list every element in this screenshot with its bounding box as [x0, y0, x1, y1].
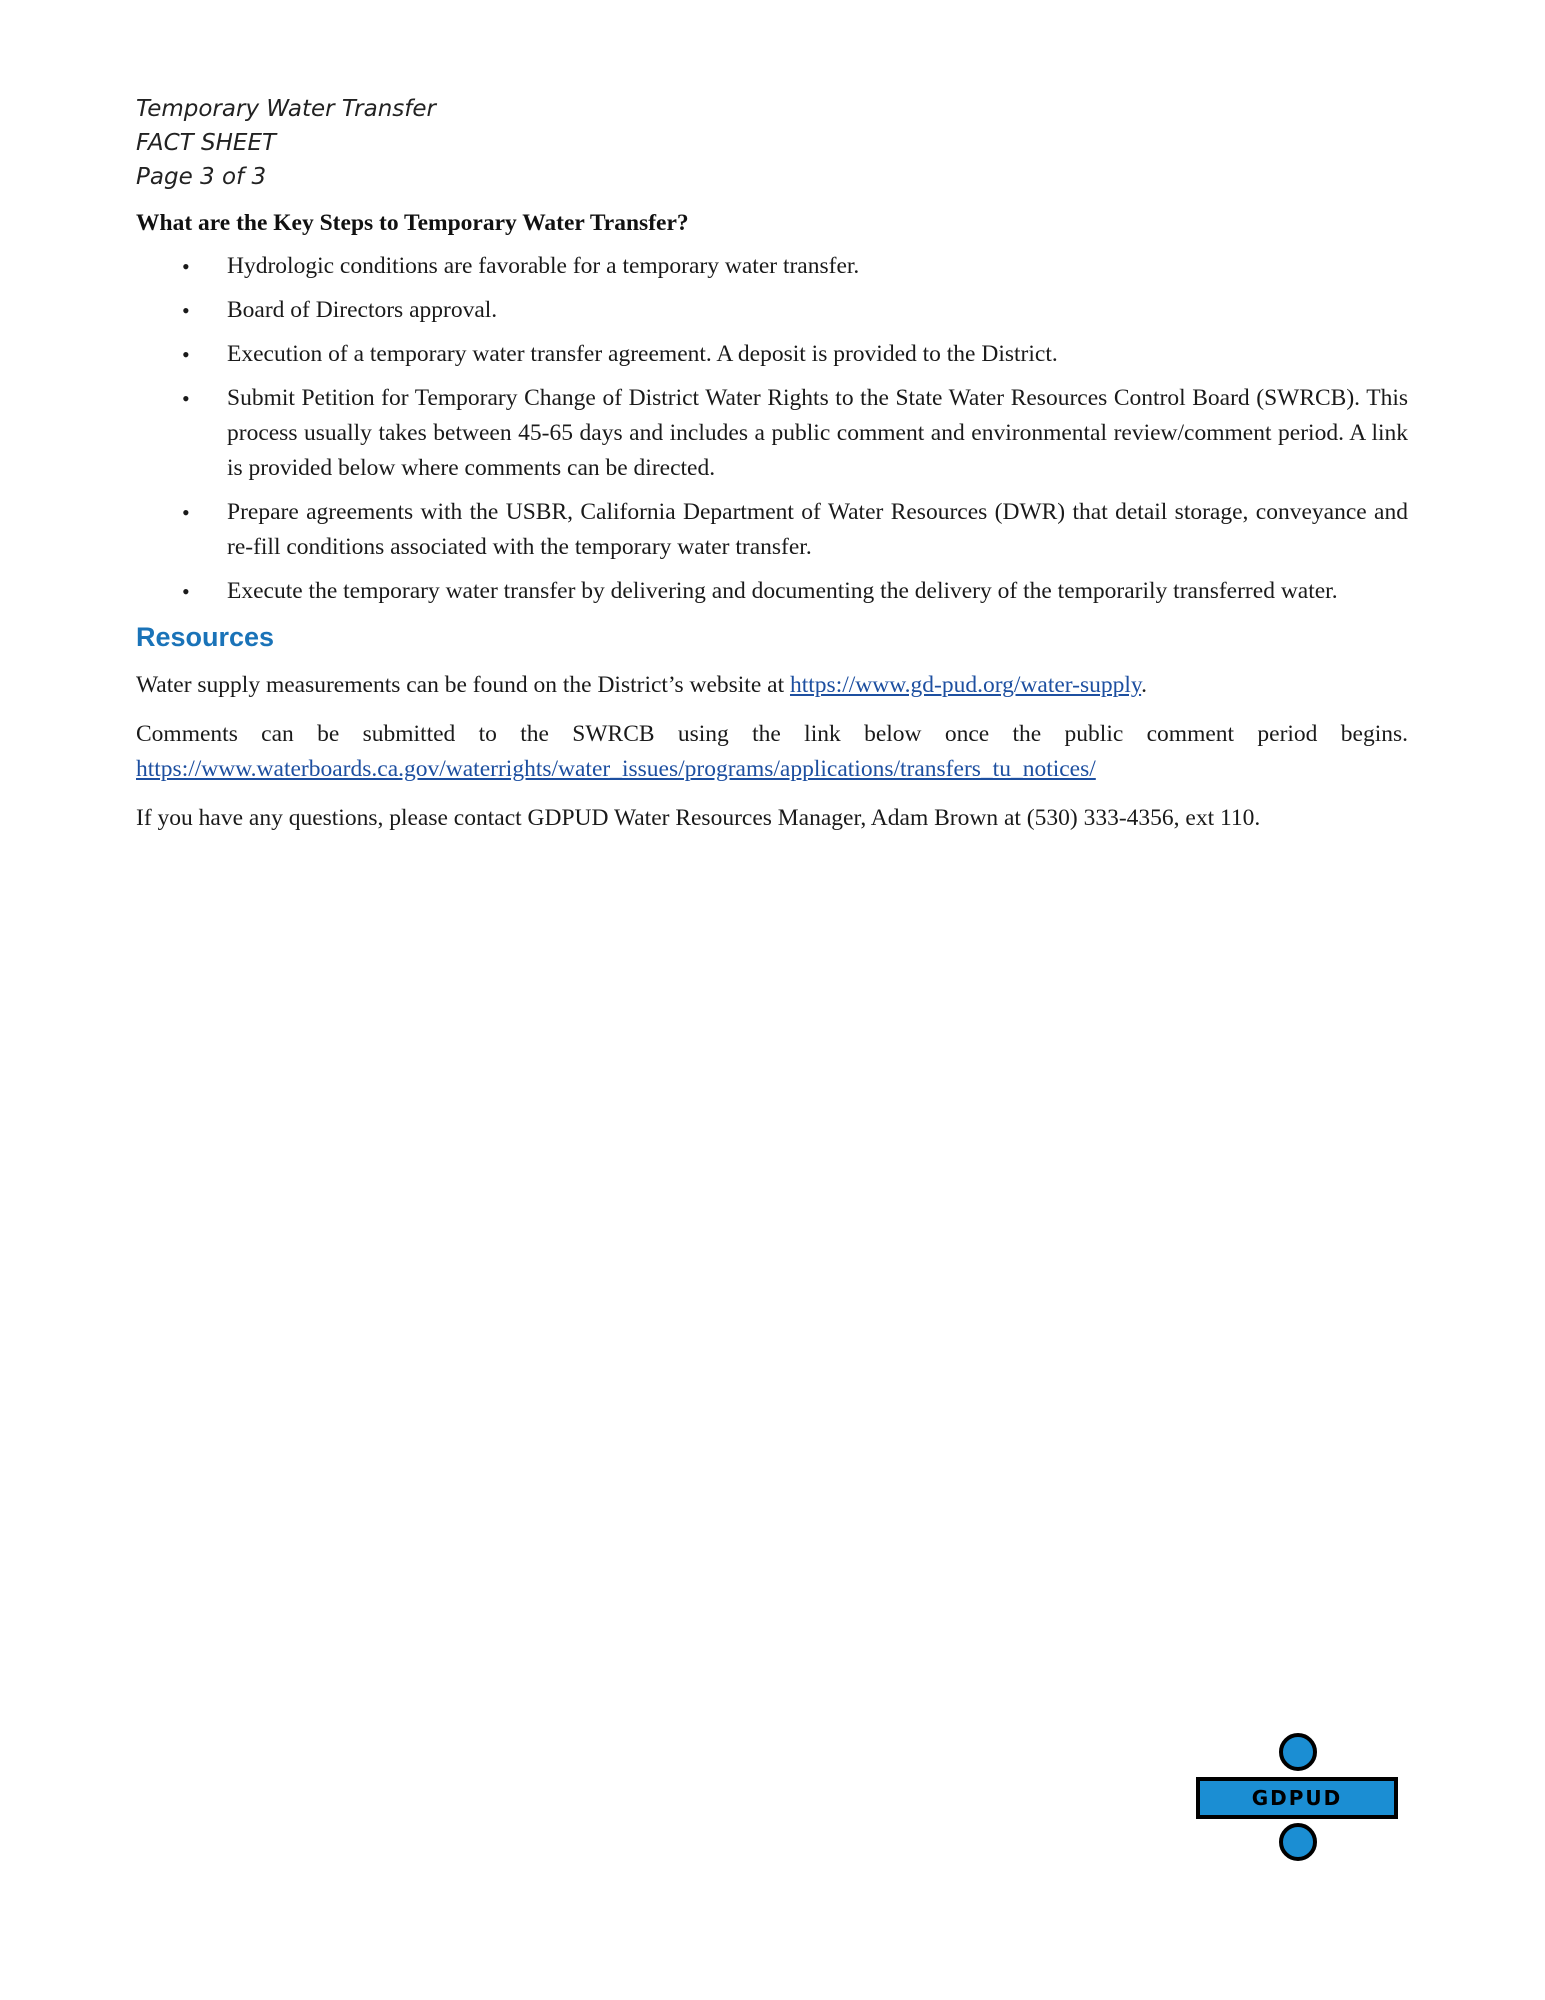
list-item-text: Hydrologic conditions are favorable for a temporary water transfer. — [227, 253, 860, 279]
bullet-icon: • — [182, 298, 190, 323]
logo-top-dot — [1279, 1733, 1317, 1771]
list-item-text: Submit Petition for Temporary Change of District Water Rights to the State Water Resources Control Board (SWRCB). This process usually takes between 45-65 days and includes a public comment and environmental review/comment period. A link is provided below where comments can be directed. — [227, 385, 1408, 481]
bullet-icon: • — [182, 386, 190, 411]
swrcb-notices-link[interactable]: https://www.waterboards.ca.gov/waterrights/water_issues/programs/applications/transfers_tu_notices/ — [136, 756, 1096, 782]
resources-heading: Resources — [136, 622, 275, 652]
key-steps-list — [136, 249, 1408, 609]
bullet-icon: • — [182, 500, 190, 525]
comments-text: Comments can be submitted to the SWRCB using the link below once the public comment period begins. — [136, 721, 1408, 747]
gdpud-logo — [1196, 1733, 1398, 1861]
contact-paragraph: If you have any questions, please contact GDPUD Water Resources Manager, Adam Brown at (530) 333-4356, ext 110. — [136, 805, 1261, 831]
water-supply-period: . — [1141, 672, 1147, 698]
list-item-text: Prepare agreements with the USBR, California Department of Water Resources (DWR) that detail storage, conveyance and re-fill conditions associated with the temporary water transfer. — [227, 499, 1408, 560]
header-subtitle: FACT SHEET — [136, 130, 277, 156]
water-supply-link[interactable]: https://www.gd-pud.org/water-supply — [789, 672, 1142, 698]
list-item-text: Execution of a temporary water transfer agreement. A deposit is provided to the District. — [227, 341, 1058, 367]
logo-text: GDPUD — [1196, 1777, 1398, 1819]
header-title: Temporary Water Transfer — [136, 96, 436, 122]
key-steps-heading: What are the Key Steps to Temporary Water Transfer? — [136, 210, 689, 236]
water-supply-paragraph — [136, 668, 1408, 703]
main-content — [136, 206, 1408, 850]
list-item — [136, 495, 1408, 565]
logo-bottom-dot — [1279, 1823, 1317, 1861]
bullet-icon: • — [182, 342, 190, 367]
bullet-icon: • — [182, 579, 190, 604]
page-number: Page 3 of 3 — [136, 164, 267, 190]
list-item — [136, 337, 1408, 372]
list-item — [136, 249, 1408, 284]
list-item-text: Board of Directors approval. — [227, 297, 498, 323]
comments-paragraph — [136, 717, 1408, 787]
list-item-text: Execute the temporary water transfer by delivering and documenting the delivery of the temporarily transferred water. — [227, 578, 1338, 604]
list-item — [136, 381, 1408, 486]
list-item — [136, 574, 1408, 609]
water-supply-text: Water supply measurements can be found on the District’s website at — [136, 672, 790, 698]
document-header — [136, 92, 436, 194]
bullet-icon: • — [182, 254, 190, 279]
list-item — [136, 293, 1408, 328]
